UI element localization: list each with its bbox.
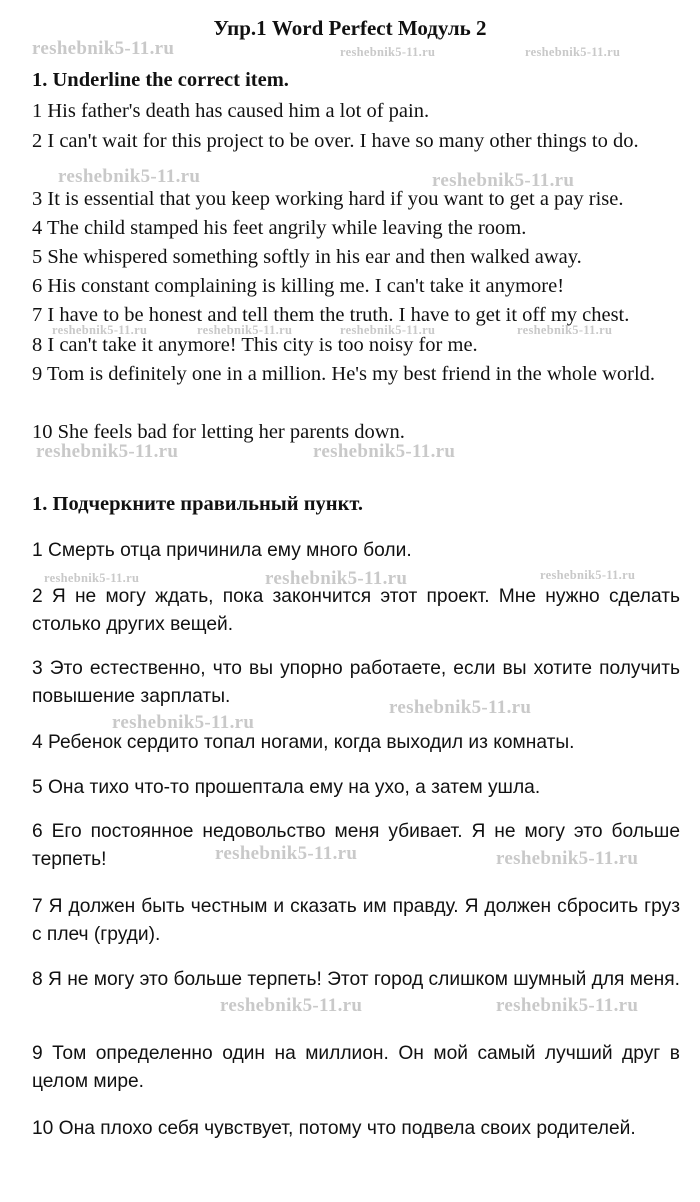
watermark: reshebnik5-11.ru: [58, 166, 201, 187]
english-heading: 1. Underline the correct item.: [32, 69, 289, 91]
watermark: reshebnik5-11.ru: [52, 323, 148, 337]
english-item: 2 I can't wait for this project to be over. I have so many other things to do.: [32, 130, 639, 152]
watermark: reshebnik5-11.ru: [389, 697, 532, 718]
watermark: reshebnik5-11.ru: [112, 712, 255, 733]
watermark: reshebnik5-11.ru: [265, 568, 408, 589]
russian-item: 8 Я не могу это больше терпеть! Этот город слишком шумный для меня.: [32, 969, 680, 990]
watermark: reshebnik5-11.ru: [540, 568, 636, 582]
watermark: reshebnik5-11.ru: [340, 45, 436, 59]
english-item: 10 She feels bad for letting her parents down.: [32, 421, 405, 443]
page-title: Упр.1 Word Perfect Модуль 2: [213, 16, 487, 40]
russian-item: 1 Смерть отца причинила ему много боли.: [32, 540, 412, 561]
english-item: 5 She whispered something softly in his ear and then walked away.: [32, 246, 582, 268]
russian-item: 6 Его постоянное недовольство меня убивает. Я не могу это больше терпеть!: [32, 821, 680, 870]
russian-item: 5 Она тихо что-то прошептала ему на ухо, а затем ушла.: [32, 777, 541, 798]
watermark: reshebnik5-11.ru: [32, 38, 175, 59]
english-item: 9 Tom is definitely one in a million. He's my best friend in the whole world.: [32, 363, 656, 385]
russian-item: 10 Она плохо себя чувствует, потому что подвела своих родителей.: [32, 1118, 636, 1139]
watermark: reshebnik5-11.ru: [197, 323, 293, 337]
watermark: reshebnik5-11.ru: [215, 843, 358, 864]
russian-item: 7 Я должен быть честным и сказать им правду. Я должен сбросить груз с плеч (груди).: [32, 896, 680, 945]
watermark: reshebnik5-11.ru: [496, 848, 639, 869]
english-item: 1 His father's death has caused him a lot of pain.: [32, 100, 430, 122]
watermark: reshebnik5-11.ru: [36, 441, 179, 462]
watermark: reshebnik5-11.ru: [432, 170, 575, 191]
russian-item: 9 Том определенно один на миллион. Он мой самый лучший друг в целом мире.: [32, 1043, 680, 1092]
english-item: 8 I can't take it anymore! This city is too noisy for me.: [32, 334, 478, 356]
watermark: reshebnik5-11.ru: [517, 323, 613, 337]
watermark: reshebnik5-11.ru: [340, 323, 436, 337]
english-item: 3 It is essential that you keep working hard if you want to get a pay rise.: [32, 188, 624, 210]
watermark: reshebnik5-11.ru: [313, 441, 456, 462]
watermark: reshebnik5-11.ru: [525, 45, 621, 59]
watermark: reshebnik5-11.ru: [220, 995, 363, 1016]
english-item: 4 The child stamped his feet angrily while leaving the room.: [32, 217, 527, 239]
russian-item: 2 Я не могу ждать, пока закончится этот проект. Мне нужно сделать столько других вещей.: [32, 586, 680, 635]
russian-item: 3 Это естественно, что вы упорно работаете, если вы хотите получить повышение зарплаты.: [32, 658, 680, 707]
english-section: [32, 66, 672, 95]
watermark: reshebnik5-11.ru: [44, 571, 140, 585]
english-item: 6 His constant complaining is killing me. I can't take it anymore!: [32, 275, 565, 297]
english-item: 7 I have to be honest and tell them the truth. I have to get it off my chest.: [32, 304, 630, 326]
watermark: reshebnik5-11.ru: [496, 995, 639, 1016]
russian-heading: 1. Подчеркните правильный пункт.: [32, 493, 364, 515]
russian-item: 4 Ребенок сердито топал ногами, когда выходил из комнаты.: [32, 732, 575, 753]
